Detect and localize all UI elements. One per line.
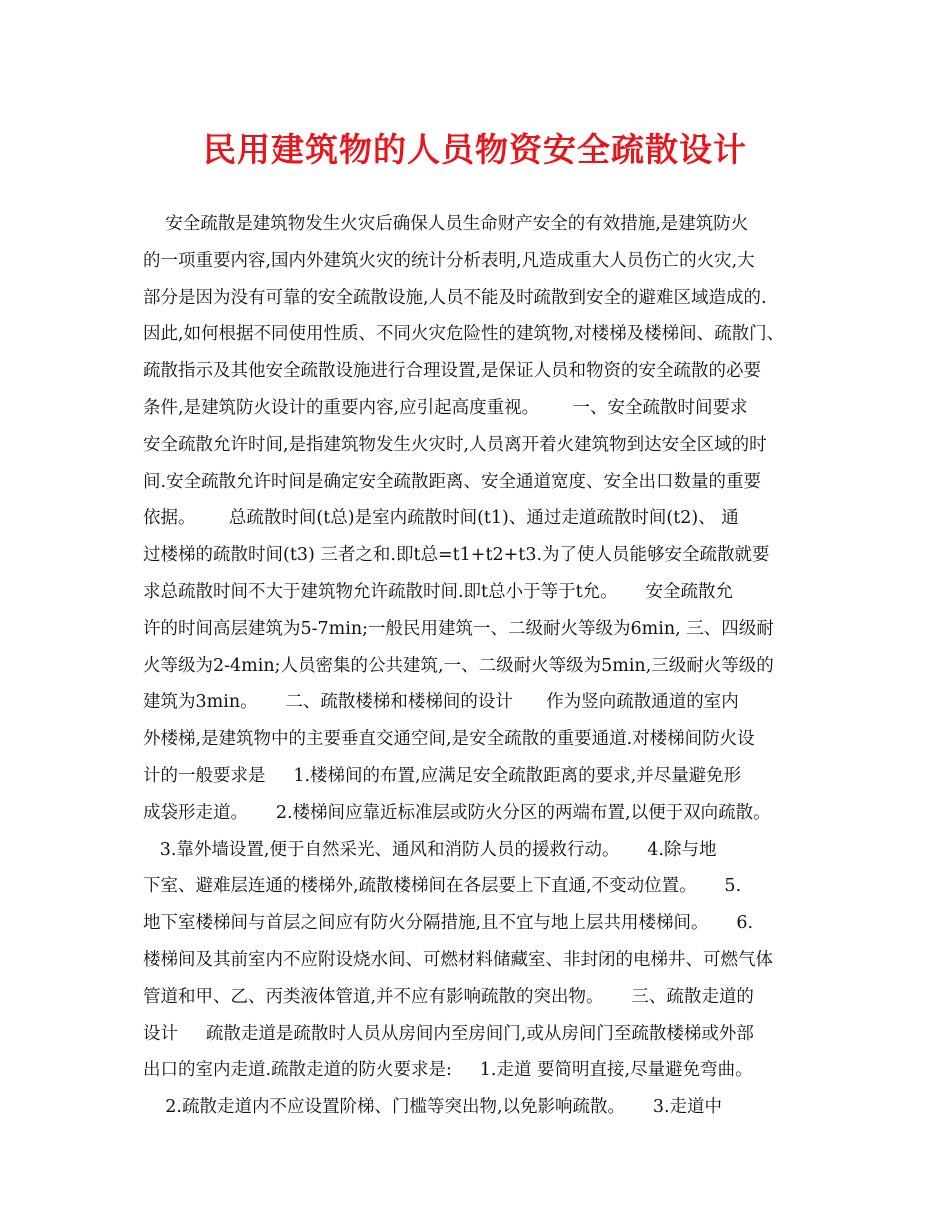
body-line: 求总疏散时间不大于建筑物允许疏散时间.即t总小于等于t允。 安全疏散允 xyxy=(143,581,733,602)
body-line: 2.疏散走道内不应设置阶梯、门槛等突出物,以免影响疏散。 3.走道中 xyxy=(143,1097,723,1118)
body-line: 依据。 总疏散时间(t总)是室内疏散时间(t1)、通过走道疏散时间(t2)、 通 xyxy=(143,508,739,529)
body-line: 地下室楼梯间与首层之间应有防火分隔措施,且不宜与地上层共用楼梯间。 6. xyxy=(143,913,754,934)
body-line: 安全疏散允许时间,是指建筑物发生火灾时,人员离开着火建筑物到达安全区域的时 xyxy=(143,434,767,455)
body-line: 出口的室内走道.疏散走道的防火要求是: 1.走道 要简明直接,尽量避免弯曲。 xyxy=(143,1060,753,1081)
body-line: 因此,如何根据不同使用性质、不同火灾危险性的建筑物,对楼梯及楼梯间、疏散门、 xyxy=(143,324,785,345)
body-line: 下室、避难层连通的楼梯外,疏散楼梯间在各层要上下直通,不变动位置。 5. xyxy=(143,876,742,897)
document-title: 民用建筑物的人员物资安全疏散设计 xyxy=(203,130,747,169)
body-line: 条件,是建筑防火设计的重要内容,应引起高度重视。 一、安全疏散时间要求 xyxy=(143,397,748,418)
body-line: 许的时间高层建筑为5-7min;一般民用建筑一、二级耐火等级为6min, 三、四级耐 xyxy=(143,618,774,639)
body-line: 管道和甲、乙、丙类液体管道,并不应有影响疏散的突出物。 三、疏散走道的 xyxy=(143,986,754,1007)
body-line: 疏散指示及其他安全疏散设施进行合理设置,是保证人员和物资的安全疏散的必要 xyxy=(143,361,762,382)
body-line: 过楼梯的疏散时间(t3) 三者之和.即t总=t1+t2+t3.为了使人员能够安全疏散就要 xyxy=(143,545,770,566)
body-line: 外楼梯,是建筑物中的主要垂直交通空间,是安全疏散的重要通道.对楼梯间防火设 xyxy=(143,729,755,750)
body-line: 火等级为2-4min;人员密集的公共建筑,一、二级耐火等级为5min,三级耐火等级的 xyxy=(143,655,774,676)
body-line: 建筑为3min。 二、疏散楼梯和楼梯间的设计 作为竖向疏散通道的室内 xyxy=(143,692,739,713)
document-body xyxy=(143,206,815,1126)
body-line: 成袋形走道。 2.楼梯间应靠近标准层或防火分区的两端布置,以便于双向疏散。 xyxy=(143,802,771,823)
body-line: 楼梯间及其前室内不应附设烧水间、可燃材料储藏室、非封闭的电梯井、可燃气体 xyxy=(143,949,773,970)
body-line: 的一项重要内容,国内外建筑火灾的统计分析表明,凡造成重大人员伤亡的火灾,大 xyxy=(143,250,755,271)
body-line: 间.安全疏散允许时间是确定安全疏散距离、安全通道宽度、安全出口数量的重要 xyxy=(143,471,762,492)
body-line: 安全疏散是建筑物发生火灾后确保人员生命财产安全的有效措施,是建筑防火 xyxy=(143,214,749,234)
body-line: 部分是因为没有可靠的安全疏散设施,人员不能及时疏散到安全的避难区域造成的. xyxy=(143,287,767,308)
body-line: 设计 疏散走道是疏散时人员从房间内至房间门,或从房间门至疏散楼梯或外部 xyxy=(143,1023,754,1044)
body-line: 计的一般要求是 1.楼梯间的布置,应满足安全疏散距离的要求,并尽量避免形 xyxy=(143,765,742,786)
body-line: 3.靠外墙设置,便于自然采光、通风和消防人员的援救行动。 4.除与地 xyxy=(143,839,717,860)
